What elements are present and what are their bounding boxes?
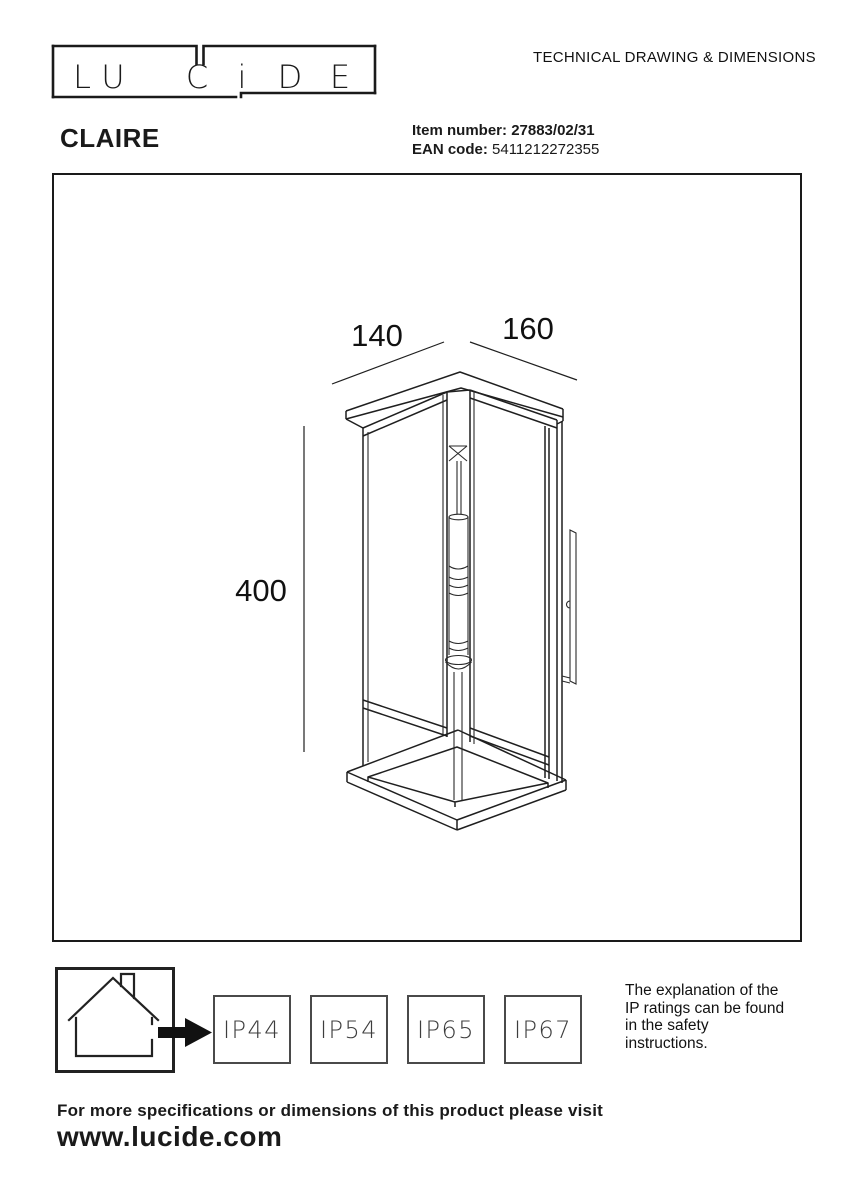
footer-text: For more specifications or dimensions of this product please visit <box>57 1101 603 1120</box>
bulb-cylinder <box>449 517 468 655</box>
house-icon <box>69 974 158 1056</box>
ean-row <box>412 141 599 160</box>
ip-ratings-note <box>625 982 805 1052</box>
logo-letter: i <box>237 58 247 96</box>
lucide-logo <box>50 43 380 101</box>
item-number-label: Item number: <box>412 122 508 139</box>
ean-label: EAN code: <box>412 140 488 158</box>
socket-cap <box>449 514 468 520</box>
ip-note-line: The explanation of the <box>625 982 779 999</box>
ip-rating-badge-ip65: IP65 <box>407 995 485 1064</box>
dimension-depth-label: 160 <box>502 311 554 346</box>
ean-value: 5411212272355 <box>492 140 600 158</box>
lamp-outline <box>346 372 566 830</box>
document-title: TECHNICAL DRAWING & DIMENSIONS <box>533 49 816 66</box>
logo-letter: E <box>329 58 351 96</box>
ip-rating-badge-ip54: IP54 <box>310 995 388 1064</box>
suspension-brace <box>449 446 467 461</box>
technical-drawing <box>52 173 802 942</box>
logo-letter: D <box>277 58 303 96</box>
ip-note-line: in the safety <box>625 1017 709 1035</box>
item-number-value: 27883/02/31 <box>511 122 595 139</box>
arrow-right-icon <box>150 1014 214 1051</box>
ip-note-line: instructions. <box>625 1034 708 1052</box>
product-meta <box>412 122 599 159</box>
lamp-rod-bottom <box>454 672 462 800</box>
ip-rating-badge-ip44: IP44 <box>213 995 291 1064</box>
logo-letter: L <box>73 58 91 96</box>
ip-note-line: IP ratings can be found <box>625 999 785 1017</box>
shade-lip <box>446 656 472 665</box>
logo-letter: U <box>101 58 125 96</box>
ip-rating-badge-ip67: IP67 <box>504 995 582 1064</box>
dimension-width-label: 140 <box>351 318 403 353</box>
website-url: www.lucide.com <box>57 1121 283 1152</box>
wall-bracket <box>562 530 576 684</box>
product-name: CLAIRE <box>60 123 160 153</box>
lamp-rod-top <box>457 461 461 514</box>
logo-letter: C <box>185 58 209 96</box>
dimension-height-label: 400 <box>235 573 287 608</box>
item-number-row <box>412 122 599 141</box>
